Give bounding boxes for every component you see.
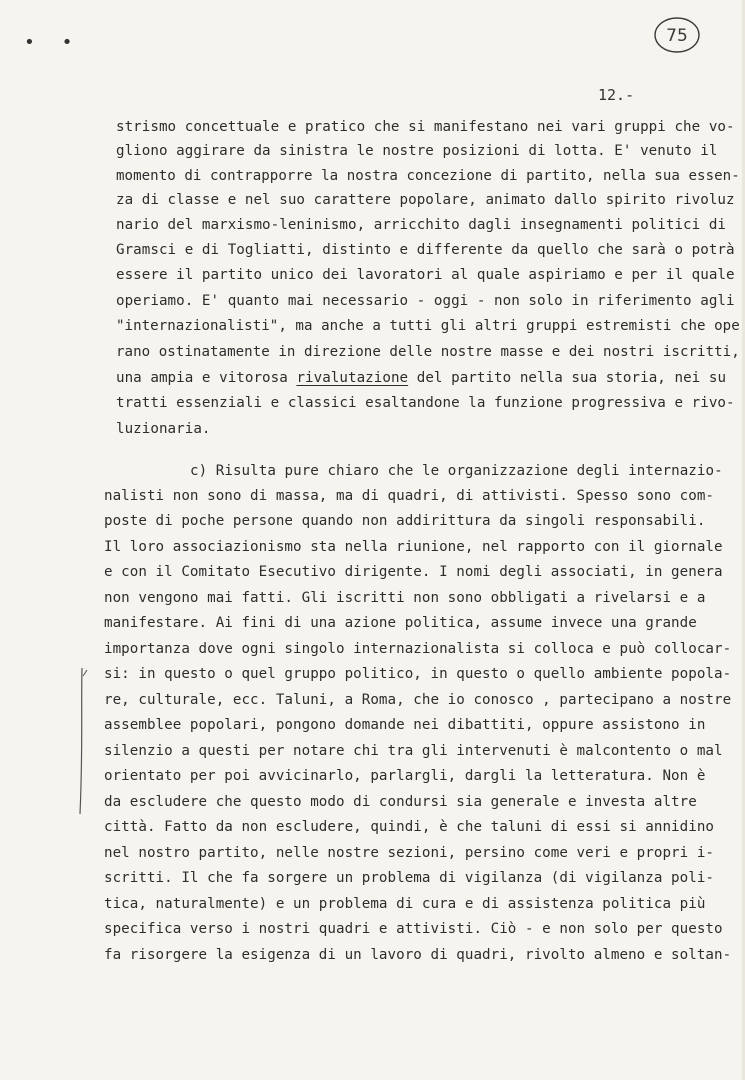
stamp-number: 75 xyxy=(666,26,688,46)
text-line: non vengono mai fatti. Gli iscritti non sono obbligati a rivelarsi e a xyxy=(104,590,706,606)
text-line: silenzio a questi per notare chi tra gli intervenuti è malcontento o mal xyxy=(104,743,723,759)
page-number: 12.- xyxy=(598,86,635,104)
text-line: scritti. Il che fa sorgere un problema di vigilanza (di vigilanza poli- xyxy=(104,870,715,886)
text-line: assemblee popolari, pongono domande nei dibattiti, oppure assistono in xyxy=(104,717,706,733)
text-line: luzionaria. xyxy=(116,421,211,437)
text-line: nel nostro partito, nelle nostre sezioni, persino come veri e propri i- xyxy=(104,845,715,861)
text-line: nalisti non sono di massa, ma di quadri, di attivisti. Spesso sono com- xyxy=(104,488,715,504)
text-line: gliono aggirare da sinistra le nostre posizioni di lotta. E' venuto il xyxy=(116,143,718,159)
text-line: momento di contrapporre la nostra concezione di partito, nella sua essen- xyxy=(116,168,740,184)
margin-dots: • • xyxy=(24,32,81,53)
text-line: poste di poche persone quando non addirittura da singoli responsabili. xyxy=(104,513,706,529)
paragraph-c-start: c) Risulta pure chiaro che le organizzazione degli internazio- xyxy=(190,463,723,479)
text-line: strismo concettuale e pratico che si manifestano nei vari gruppi che vo- xyxy=(116,119,735,135)
margin-line-mark xyxy=(74,666,88,816)
text-line: nario del marxismo-leninismo, arricchito dagli insegnamenti politici di xyxy=(116,217,727,233)
page-stamp xyxy=(652,14,702,56)
text-line: si: in questo o quel gruppo politico, in questo o quello ambiente popola- xyxy=(104,666,732,682)
text-line: "internazionalisti", ma anche a tutti gli altri gruppi estremisti che ope xyxy=(116,318,740,334)
text-line: operiamo. E' quanto mai necessario - oggi - non solo in riferimento agli xyxy=(116,293,735,309)
text-line: città. Fatto da non escludere, quindi, è che taluni di essi si annidino xyxy=(104,819,715,835)
text-line: tratti essenziali e classici esaltandone la funzione progressiva e rivo- xyxy=(116,395,735,411)
text-line: importanza dove ogni singolo internazionalista si colloca e può collocar- xyxy=(104,641,732,657)
text-line: Il loro associazionismo sta nella riunione, nel rapporto con il giornale xyxy=(104,539,723,555)
text-line: manifestare. Ai fini di una azione politica, assume invece una grande xyxy=(104,615,697,631)
text-line xyxy=(116,369,726,387)
text-segment: una ampia e vitorosa xyxy=(116,370,297,386)
text-line: Gramsci e di Togliatti, distinto e differente da quello che sarà o potrà xyxy=(116,242,735,258)
text-line: za di classe e nel suo carattere popolare, animato dallo spirito rivoluz xyxy=(116,192,735,208)
text-line: da escludere che questo modo di condursi sia generale e investa altre xyxy=(104,794,697,810)
text-line: tica, naturalmente) e un problema di cura e di assistenza politica più xyxy=(104,896,706,912)
text-line: fa risorgere la esigenza di un lavoro di quadri, rivolto almeno e soltan- xyxy=(104,947,732,963)
text-segment: del partito nella sua storia, nei su xyxy=(408,370,727,386)
text-line: essere il partito unico dei lavoratori al quale aspiriamo e per il quale xyxy=(116,267,735,283)
text-line: specifica verso i nostri quadri e attivisti. Ciò - e non solo per questo xyxy=(104,921,723,937)
text-line: rano ostinatamente in direzione delle nostre masse e dei nostri iscritti, xyxy=(116,344,740,360)
text-line: re, culturale, ecc. Taluni, a Roma, che io conosco , partecipano a nostre xyxy=(104,692,732,708)
underlined-word: rivalutazione xyxy=(296,370,409,386)
text-line: orientato per poi avvicinarlo, parlargli, dargli la letteratura. Non è xyxy=(104,768,706,784)
text-line: e con il Comitato Esecutivo dirigente. I nomi degli associati, in genera xyxy=(104,564,723,580)
